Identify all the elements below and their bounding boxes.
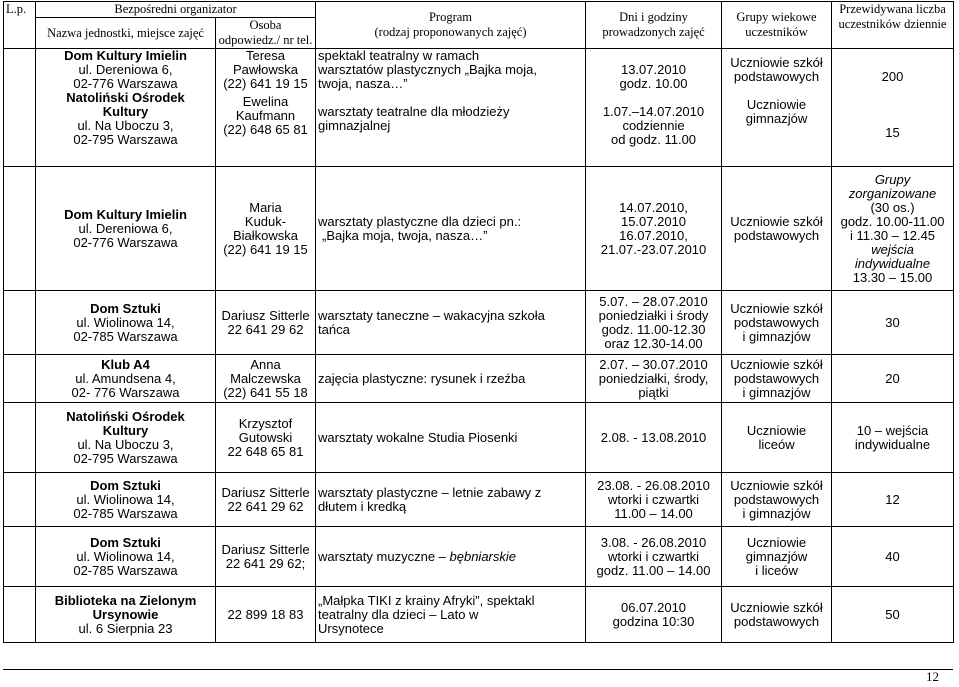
header-org-person: Osoba odpowiedz./ nr tel. — [216, 18, 316, 49]
table-row — [4, 473, 954, 527]
count-cell: 12 — [832, 473, 954, 527]
table-row — [4, 49, 954, 167]
header-groups: Grupy wiekowe uczestników — [722, 2, 832, 49]
groups-cell: Uczniowie szkół podstawowych i gimnazjów — [722, 291, 832, 355]
place-cell: Dom Sztuki ul. Wiolinowa 14, 02-785 Warszawa — [36, 527, 216, 587]
days-cell: 5.07. – 28.07.2010 poniedziałki i środy godz. 11.00-12.30 oraz 12.30-14.00 — [586, 291, 722, 355]
program-cell: warsztaty muzyczne – bębniarskie — [316, 527, 586, 587]
program-cell: spektakl teatralny w ramach warsztatów plastycznych „Bajka moja, twoja, nasza…” warsztaty teatralne dla młodzieży gimnazjalnej — [316, 49, 586, 167]
row-number — [4, 527, 36, 587]
person-cell: Krzysztof Gutowski 22 648 65 81 — [216, 403, 316, 473]
person-cell: Teresa Pawłowska (22) 641 19 15 Ewelina Kaufmann (22) 648 65 81 — [216, 49, 316, 167]
place-cell: Dom Kultury Imielin ul. Dereniowa 6, 02-776 Warszawa Natoliński Ośrodek Kultury ul. Na Uboczu 3, 02-795 Warszawa — [36, 49, 216, 167]
header-lp: L.p. — [4, 2, 36, 49]
table-row — [4, 587, 954, 643]
row-number — [4, 355, 36, 403]
count-cell: 50 — [832, 587, 954, 643]
row-number — [4, 403, 36, 473]
groups-cell: Uczniowie szkół podstawowych — [722, 167, 832, 291]
page-number: 12 — [926, 669, 939, 684]
groups-cell: Uczniowie szkół podstawowych i gimnazjów — [722, 473, 832, 527]
program-cell: warsztaty plastyczne – letnie zabawy z dłutem i kredką — [316, 473, 586, 527]
count-cell: 10 – wejścia indywidualne — [832, 403, 954, 473]
place-cell: Dom Sztuki ul. Wiolinowa 14, 02-785 Warszawa — [36, 291, 216, 355]
header-organizer: Bezpośredni organizator — [36, 2, 316, 18]
count-cell: 40 — [832, 527, 954, 587]
groups-cell: Uczniowie szkół podstawowych i gimnazjów — [722, 355, 832, 403]
table-row — [4, 291, 954, 355]
table-row — [4, 403, 954, 473]
days-cell: 3.08. - 26.08.2010 wtorki i czwartki godz. 11.00 – 14.00 — [586, 527, 722, 587]
count-cell: Grupy zorganizowane (30 os.) godz. 10.00-11.00 i 11.30 – 12.45 wejścia indywidualne 13.30 – 15.00 — [832, 167, 954, 291]
place-cell: Natoliński Ośrodek Kultury ul. Na Uboczu 3, 02-795 Warszawa — [36, 403, 216, 473]
days-cell: 2.07. – 30.07.2010 poniedziałki, środy, piątki — [586, 355, 722, 403]
table-row — [4, 355, 954, 403]
header-row-1 — [4, 2, 954, 18]
person-cell: Dariusz Sitterle 22 641 29 62 — [216, 473, 316, 527]
program-emphasis: bębniarskie — [449, 548, 517, 564]
days-cell: 06.07.2010 godzina 10:30 — [586, 587, 722, 643]
page-footer-rule — [3, 669, 953, 670]
count-cell: 200 15 — [832, 49, 954, 167]
person-cell: 22 899 18 83 — [216, 587, 316, 643]
header-days: Dni i godziny prowadzonych zajęć — [586, 2, 722, 49]
place-cell: Dom Kultury Imielin ul. Dereniowa 6, 02-776 Warszawa — [36, 167, 216, 291]
person-cell: Dariusz Sitterle 22 641 29 62 — [216, 291, 316, 355]
groups-cell: Uczniowie szkół podstawowych Uczniowie gimnazjów — [722, 49, 832, 167]
header-count: Przewidywana liczba uczestników dziennie — [832, 2, 954, 49]
program-cell: warsztaty plastyczne dla dzieci pn.: „Bajka moja, twoja, nasza…” — [316, 167, 586, 291]
header-org-name: Nazwa jednostki, miejsce zajęć — [36, 18, 216, 49]
place-cell: Biblioteka na Zielonym Ursynowie ul. 6 Sierpnia 23 — [36, 587, 216, 643]
count-cell: 20 — [832, 355, 954, 403]
count-cell: 30 — [832, 291, 954, 355]
groups-cell: Uczniowie liceów — [722, 403, 832, 473]
days-cell: 23.08. - 26.08.2010 wtorki i czwartki 11.00 – 14.00 — [586, 473, 722, 527]
program-cell: zajęcia plastyczne: rysunek i rzeźba — [316, 355, 586, 403]
row-number — [4, 167, 36, 291]
person-cell: Dariusz Sitterle 22 641 29 62; — [216, 527, 316, 587]
place-cell: Klub A4 ul. Amundsena 4, 02- 776 Warszawa — [36, 355, 216, 403]
row-number — [4, 291, 36, 355]
table-row — [4, 527, 954, 587]
place-cell: Dom Sztuki ul. Wiolinowa 14, 02-785 Warszawa — [36, 473, 216, 527]
program-cell: warsztaty wokalne Studia Piosenki — [316, 403, 586, 473]
person-cell: Maria Kuduk- Białkowska (22) 641 19 15 — [216, 167, 316, 291]
groups-cell: Uczniowie gimnazjów i liceów — [722, 527, 832, 587]
header-program: Program (rodzaj proponowanych zajęć) — [316, 2, 586, 49]
program-cell: warsztaty taneczne – wakacyjna szkoła tańca — [316, 291, 586, 355]
row-number — [4, 473, 36, 527]
groups-cell: Uczniowie szkół podstawowych — [722, 587, 832, 643]
days-cell: 2.08. - 13.08.2010 — [586, 403, 722, 473]
events-table — [3, 1, 954, 643]
row-number — [4, 587, 36, 643]
days-cell: 13.07.2010 godz. 10.00 1.07.–14.07.2010 codziennie od godz. 11.00 — [586, 49, 722, 167]
program-cell: „Małpka TIKI z krainy Afryki”, spektakl teatralny dla dzieci – Lato w Ursynotece — [316, 587, 586, 643]
row-number — [4, 49, 36, 167]
person-cell: Anna Malczewska (22) 641 55 18 — [216, 355, 316, 403]
table-row — [4, 167, 954, 291]
days-cell: 14.07.2010, 15.07.2010 16.07.2010, 21.07.-23.07.2010 — [586, 167, 722, 291]
